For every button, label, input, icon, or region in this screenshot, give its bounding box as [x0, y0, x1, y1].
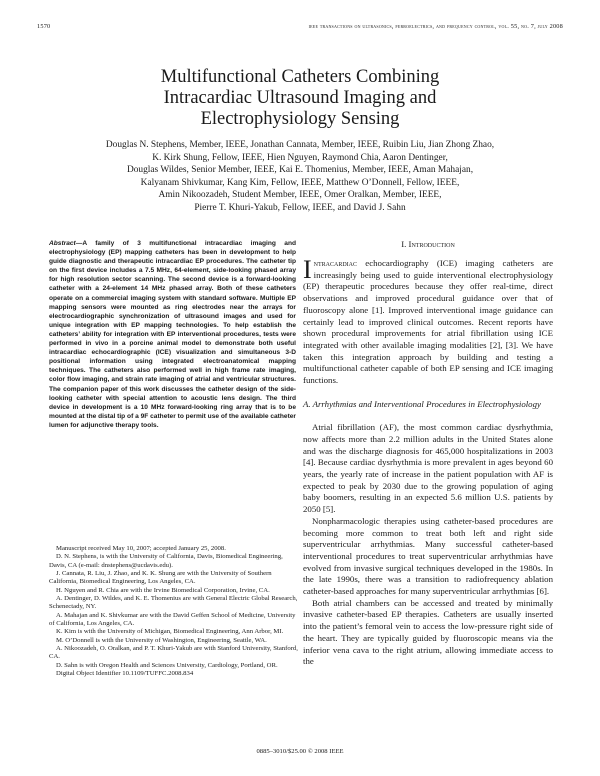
footnote: K. Kim is with the University of Michigan, Biomedical Engineering, Ann Arbor, MI. — [56, 628, 284, 636]
author-line: Douglas N. Stephens, Member, IEEE, Jonathan Cannata, Member, IEEE, Ruibin Liu, Jian Zhong Zhao, — [105, 140, 495, 150]
drop-cap: I — [303, 255, 312, 284]
journal-title: ieee transactions on ultrasonics, ferroelectrics, and frequency control, vol. 55, no. 7, july 2008 — [308, 23, 563, 30]
running-header — [37, 23, 563, 33]
section-title: Introduction — [408, 239, 455, 249]
footnote: Manuscript received May 10, 2007; accepted January 25, 2008. — [56, 545, 226, 552]
section-number: I. — [401, 239, 407, 249]
body-paragraph: Both atrial chambers can be accessed and treated by minimally invasive catheter-based EP therapies. Catheters are usually inserted into the patient’s femoral vein to access the low-pressure right side of the heart. They are typically guided by fluoroscopic means via the inferior vena cava to the right atrium, allowing immediate access to the — [303, 597, 553, 667]
first-word: ntracardiac — [313, 258, 358, 268]
footnote: J. Cannata, R. Liu, J. Zhao, and K. K. Shung are with the University of Southern California, Biomedical Engineering, Los Angeles, CA. — [49, 570, 272, 586]
title-line: Intracardiac Ultrasound Imaging and — [163, 88, 437, 108]
body-paragraph: Nonpharmacologic therapies using catheter-based procedures are becoming more common to treat both left and right side superventricular arrhythmias. Many successful catheter-based interventional procedures to treat superventricular arrhythmias have evolved from invasive surgical techniques developed in the 1980s. In the late 1990s, there was a transition to radiofrequency ablation catheter-based approaches for many superventricular arrhythmias [6]. — [303, 515, 553, 597]
abstract-label: Abstract — [49, 240, 76, 247]
copyright-footer: 0885–3010/$25.00 © 2008 IEEE — [256, 748, 344, 755]
body-column — [303, 239, 553, 668]
page-number: 1570 — [37, 23, 51, 30]
footnotes — [49, 545, 299, 679]
intro-paragraph — [303, 255, 553, 387]
author-line: Kalyanam Shivkumar, Kang Kim, Fellow, IEEE, Matthew O’Donnell, Fellow, IEEE, — [140, 177, 460, 188]
author-line: K. Kirk Shung, Fellow, IEEE, Hien Nguyen, Raymond Chia, Aaron Dentinger, — [152, 152, 448, 163]
footnote: Digital Object Identifier 10.1109/TUFFC.2008.834 — [56, 670, 194, 678]
subsection-heading: A. Arrhythmias and Interventional Procedures in Electrophysiology — [303, 398, 541, 409]
title-line: Multifunctional Catheters Combining — [160, 67, 440, 87]
author-list — [40, 139, 560, 215]
footnote: H. Nguyen and R. Chia are with the Irvine Biomedical Corporation, Irvine, CA. — [56, 586, 270, 594]
paragraph-text: echocardiography (ICE) imaging catheters are increasingly being used to guide interventional electrophysiology (EP) therapeutic procedures because they offer real-time, direct observations and improved procedural guidance over that of fluoroscopy alone [1]. Improved interventional image guidance can certainly lead to improved clinical outcomes. Recent reports have shown procedural improvements for atrial fibrillation using ICE integrated with other available imaging modalities [2], [3]. We have taken this integration approach by building and testing a multifunctional catheter capable of both EP sensing and ICE imaging functions. — [303, 258, 553, 386]
author-line: Pierre T. Khuri-Yakub, Fellow, IEEE, and David J. Sahn — [194, 202, 406, 213]
paper-title — [40, 67, 560, 130]
author-line: Amin Nikoozadeh, Student Member, IEEE, Omer Oralkan, Member, IEEE, — [158, 190, 442, 201]
abstract — [49, 239, 296, 430]
footnote: A. Mahajan and K. Shivkumar are with the David Geffen School of Medicine, University of California, Los Angeles, CA. — [49, 611, 296, 628]
footnote: D. N. Stephens, is with the University of California, Davis, Biomedical Engineering, Davis, CA (e-mail: dnstephens@ucdavis.edu). — [49, 553, 283, 569]
footnote: M. O’Donnell is with the University of Washington, Engineering, Seattle, WA. — [56, 636, 267, 644]
footnote: A. Nikoozadeh, O. Oralkan, and P. T. Khuri-Yakub are with Stanford University, Stanford, CA. — [49, 645, 298, 661]
footnote: A. Dentinger, D. Wildes, and K. E. Thomenius are with General Electric Global Research, Schenectady, NY. — [49, 595, 298, 611]
title-line: Electrophysiology Sensing — [200, 109, 400, 129]
body-paragraph: Atrial fibrillation (AF), the most common cardiac dysrhythmia, now affects more than 2.2 million adults in the United States alone and was the discharge diagnosis for 465,000 hospitalizations in 2003 [4]. Because cardiac dysrhythmia is more prevalent in ages beyond 60 years, the yearly rate of increase in the patient population with AF is expected to peak by 2030 due to the growing population of aging baby boomers, resulting in an expected 5.6 million U.S. patients by 2050 [5]. — [303, 422, 553, 515]
section-heading — [303, 239, 553, 258]
abstract-text: —A family of 3 multifunctional intracardiac imaging and electrophysiology (EP) mapping catheters has been in development to help guide diagnostic and therapeutic intracardiac EP procedures. The catheter tip on the first device includes a 7.5 MHz, 64-element, side-looking phased array for high resolution sector scanning. The second device is a forward-looking catheter with a 24-element 14 MHz phased array. Both of these catheters operate on a commercial imaging system with standard software. Multiple EP mapping sensors were mounted as ring electrodes near the arrays for electrocardiographic synchronization of ultrasound images and used for unique integration with EP mapping technologies. To help establish the catheters’ ability for integration with EP interventional procedures, tests were performed in vivo in a porcine animal model to demonstrate both useful intracardiac echocardiographic (ICE) visualization and simultaneous 3-D positional information using integrated electroanatomical mapping techniques. The catheters also performed well in high frame rate imaging, color flow imaging, and strain rate imaging of atrial and ventricular structures. The companion paper of this work discusses the catheter design of the side-looking catheter with special attention to acoustic lens design. The third device in development is a 10 MHz forward-looking ring array that is to be mounted at the distal tip of a 9F catheter to permit use of the available catheter lumen for adjunctive therapy tools. — [49, 240, 296, 429]
author-line: Douglas Wildes, Senior Member, IEEE, Kai E. Thomenius, Member, IEEE, Aman Mahajan, — [126, 165, 474, 176]
footnote: D. Sahn is with Oregon Health and Sciences University, Cardiology, Portland, OR. — [56, 661, 278, 669]
